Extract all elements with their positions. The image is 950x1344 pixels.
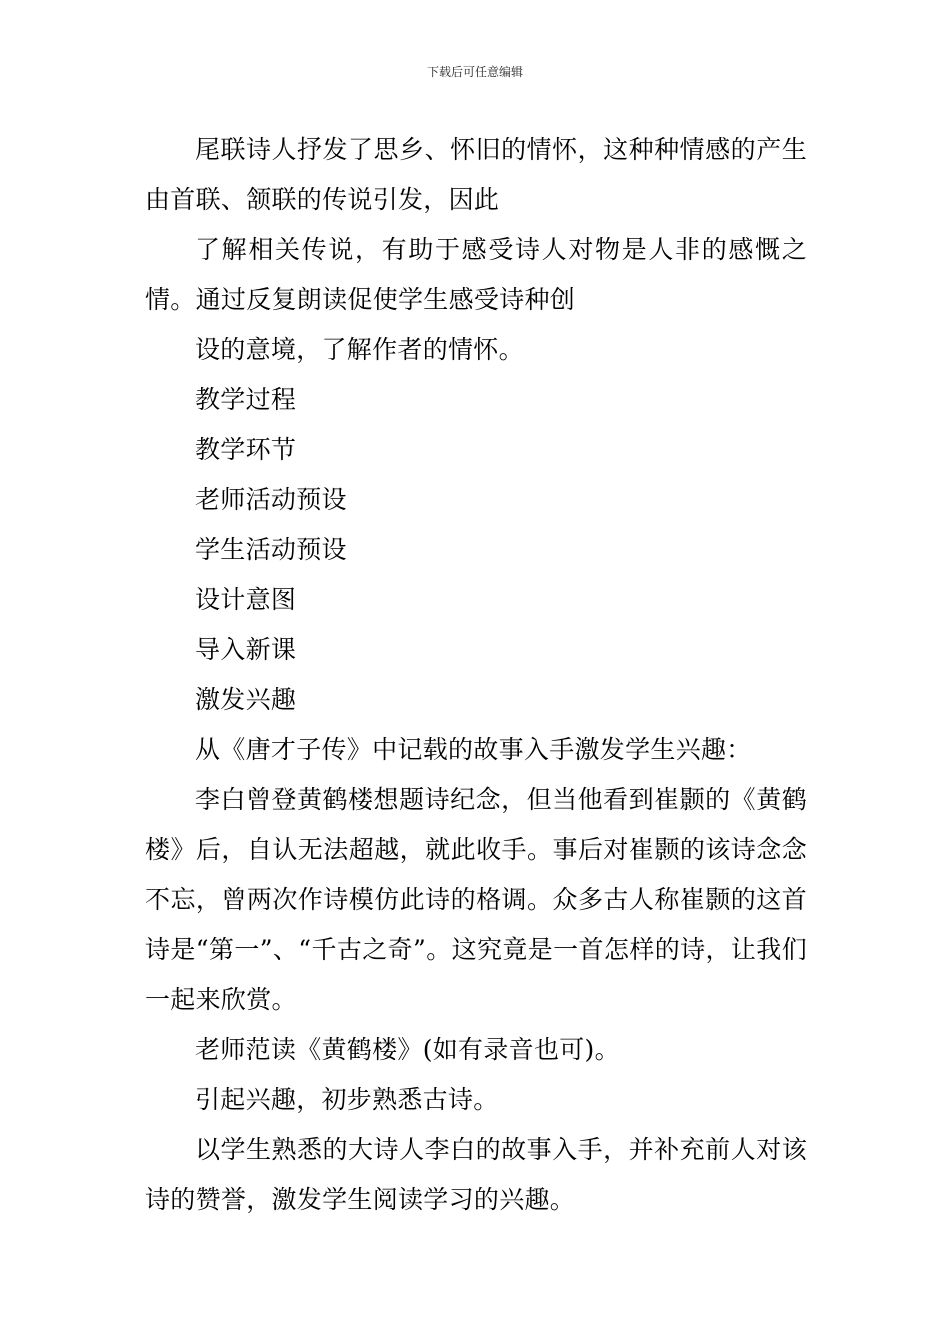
page-header: 下载后可任意编辑 — [426, 65, 523, 79]
paragraph-design-rationale: 以学生熟悉的大诗人李白的故事入手，并补充前人对该诗的赞誉，激发学生阅读学习的兴趣。 — [145, 1135, 807, 1214]
paragraph-arouse-interest: 引起兴趣，初步熟悉古诗。 — [195, 1085, 499, 1114]
paragraph-legend: 了解相关传说，有助于感受诗人对物是人非的感慨之情。通过反复朗读促使学生感受诗种创 — [145, 235, 807, 314]
paragraph-story-intro: 从《唐才子传》中记载的故事入手激发学生兴趣： — [195, 735, 752, 764]
heading-teaching-stage: 教学环节 — [195, 435, 297, 464]
paragraph-mood: 设的意境，了解作者的情怀。 — [195, 335, 524, 364]
paragraph-tail-couplet: 尾联诗人抒发了思乡、怀旧的情怀，这种种情感的产生由首联、颔联的传说引发，因此 — [145, 135, 807, 214]
heading-stimulate-interest: 激发兴趣 — [195, 685, 297, 714]
heading-teacher-activity: 老师活动预设 — [195, 485, 347, 514]
paragraph-model-reading: 老师范读《黄鹤楼》(如有录音也可)。 — [195, 1035, 620, 1064]
heading-introduction: 导入新课 — [195, 635, 297, 664]
document-body — [145, 125, 807, 1225]
paragraph-li-bai-story: 李白曾登黄鹤楼想题诗纪念，但当他看到崔颢的《黄鹤楼》后，自认无法超越，就此收手。事后对崔颢的该诗念念不忘，曾两次作诗模仿此诗的格调。众多古人称崔颢的这首诗是“第一”、“千古之奇”。这究竟是一首怎样的诗，让我们一起来欣赏。 — [145, 785, 807, 1014]
heading-student-activity: 学生活动预设 — [195, 535, 347, 564]
heading-design-intent: 设计意图 — [195, 585, 297, 614]
heading-teaching-process: 教学过程 — [195, 385, 297, 414]
